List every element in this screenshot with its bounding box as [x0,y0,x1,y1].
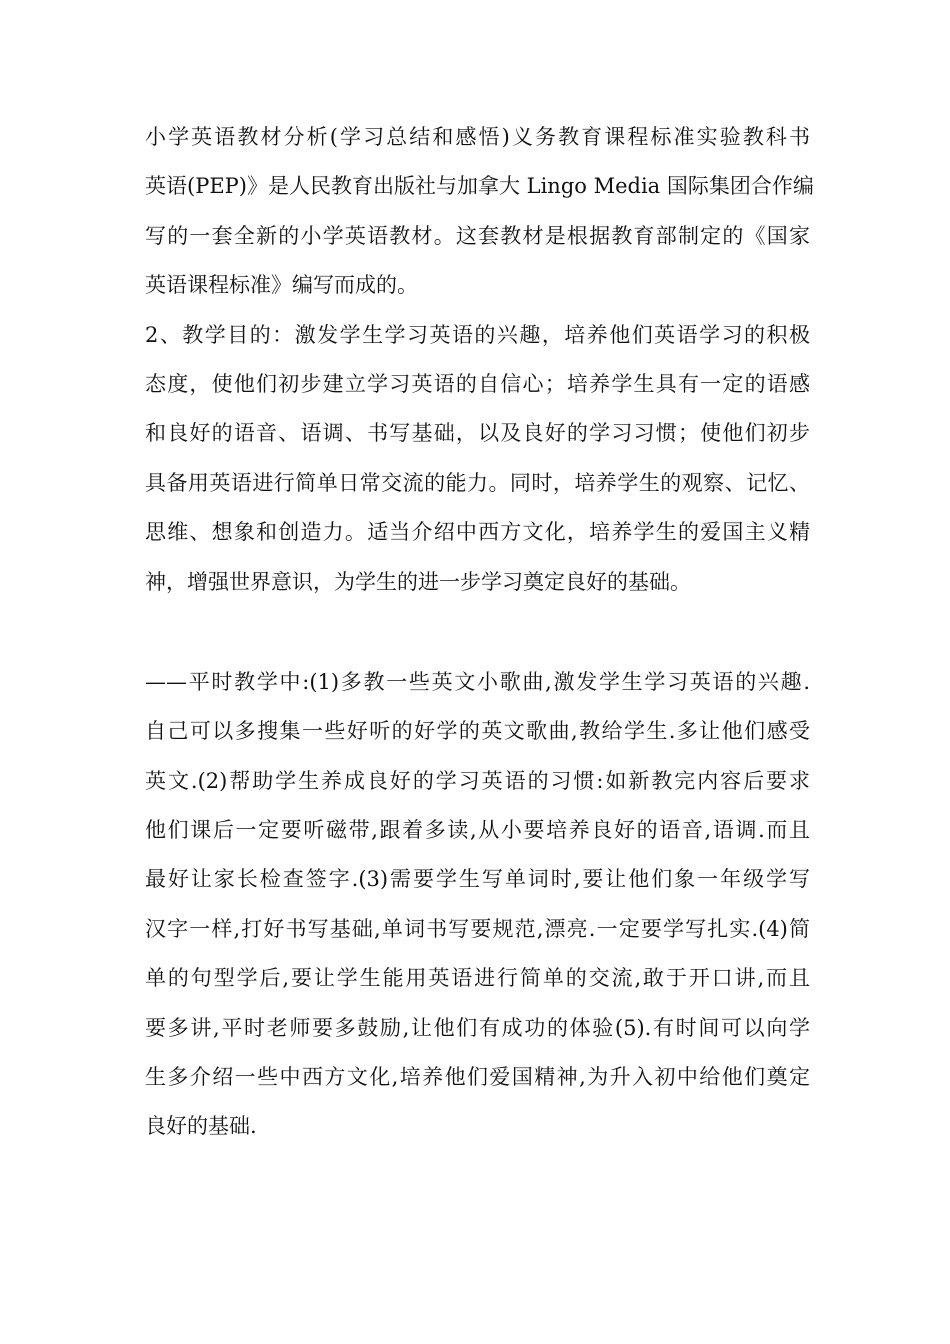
text-line: 最好让家长检查签字.(3)需要学生写单词时,要让他们象一年级学写 [145,867,810,892]
text-line: 他们课后一定要听磁带,跟着多读,从小要培养良好的语音,语调.而且 [145,818,810,843]
text-line: 2、教学目的：激发学生学习英语的兴趣，培养他们英语学习的积极 [145,322,810,347]
text-line: 汉字一样,打好书写基础,单词书写要规范,漂亮.一定要学写扎实.(4)简 [145,916,810,941]
text-line: 写的一套全新的小学英语教材。这套教材是根据教育部制定的《国家 [145,223,810,248]
paragraph-spacer [145,607,810,658]
text-line: 小学英语教材分析(学习总结和感悟)义务教育课程标准实验教科书 [145,125,810,149]
text-line: 自己可以多搜集一些好听的好学的英文歌曲,教给学生.多让他们感受 [145,719,810,744]
text-line: 单的句型学后,要让学生能用英语进行简单的交流,敢于开口讲,而且 [145,966,810,991]
text-line: 和良好的语音、语调、书写基础，以及良好的学习习惯；使他们初步 [145,421,810,446]
daily-teaching-paragraph [145,658,810,1152]
text-line: 思维、想象和创造力。适当介绍中西方文化，培养学生的爱国主义精 [145,520,810,545]
intro-paragraph [145,113,814,311]
text-line: 要多讲,平时老师要多鼓励,让他们有成功的体验(5).有时间可以向学 [145,1015,810,1040]
text-line: 英语课程标准》编写而成的。 [145,273,418,298]
text-line: 生多介绍一些中西方文化,培养他们爱国精神,为升入初中给他们奠定 [145,1065,810,1090]
text-line: 具备用英语进行简单日常交流的能力。同时，培养学生的观察、记忆、 [145,470,810,495]
text-line: ——平时教学中:(1)多教一些英文小歌曲,激发学生学习英语的兴趣. [145,669,810,694]
text-line: 良好的基础. [145,1114,257,1139]
text-line: 英语(PEP)》是人民教育出版社与加拿大 Lingo Media 国际集团合作编 [145,174,814,199]
text-line: 神，增强世界意识，为学生的进一步学习奠定良好的基础。 [145,569,691,594]
text-line: 态度，使他们初步建立学习英语的自信心；培养学生具有一定的语感 [145,371,810,396]
text-line: 英文.(2)帮助学生养成良好的学习英语的习惯:如新教完内容后要求 [145,768,810,793]
document-page [145,113,814,1152]
teaching-goals-paragraph [145,311,810,607]
